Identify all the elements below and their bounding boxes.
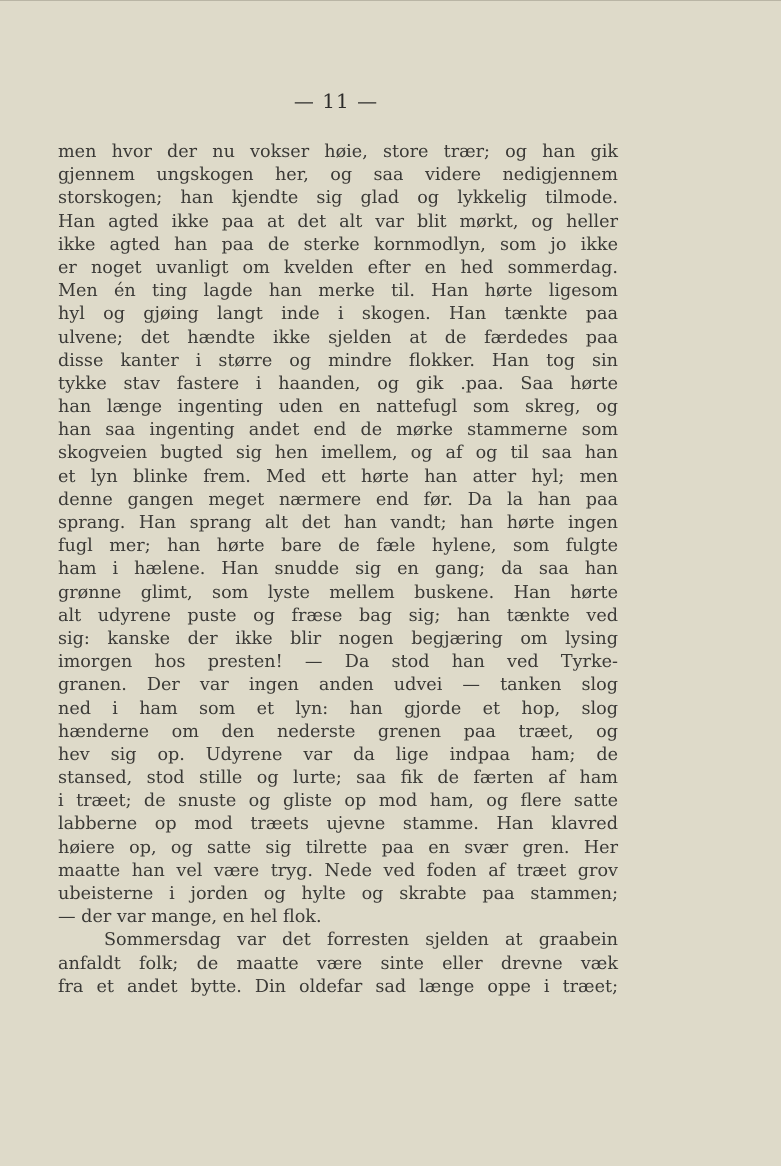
text-line: granen. Der var ingen anden udvei — tanken slog [58, 675, 618, 696]
text-line: sig: kanske der ikke blir nogen begjæring om lysing [58, 628, 618, 649]
text-line: hyl og gjøing langt inde i skogen. Han tænkte paa [58, 304, 618, 325]
text-line: ned i ham som et lyn: han gjorde et hop, slog [58, 698, 618, 719]
text-line: gjennem ungskogen her, og saa videre nedigjennem [58, 165, 618, 186]
text-line: høiere op, og satte sig tilrette paa en svær gren. Her [58, 837, 618, 858]
body-text [58, 141, 618, 999]
text-line: Sommersdag var det forresten sjelden at graabein [104, 930, 618, 951]
text-line: grønne glimt, som lyste mellem buskene. Han hørte [58, 582, 618, 603]
text-line: han saa ingenting andet end de mørke stammerne som [58, 420, 618, 441]
text-line: tykke stav fastere i haanden, og gik .paa. Saa hørte [58, 373, 618, 394]
text-line: han længe ingenting uden en nattefugl som skreg, og [58, 397, 618, 418]
text-line: i træet; de snuste og gliste op mod ham, og flere satte [58, 791, 618, 812]
text-line: hev sig op. Udyrene var da lige indpaa ham; de [58, 744, 618, 765]
text-line: alt udyrene puste og fræse bag sig; han tænkte ved [58, 605, 618, 626]
text-line: Han agted ikke paa at det alt var blit mørkt, og heller [58, 211, 618, 232]
text-line: labberne op mod træets ujevne stamme. Han klavred [58, 814, 618, 835]
text-line: Men én ting lagde han merke til. Han hørte ligesom [58, 281, 618, 302]
text-line: ham i hælene. Han snudde sig en gang; da saa han [58, 559, 618, 580]
text-line: maatte han vel være tryg. Nede ved foden af træet grov [58, 860, 618, 881]
text-line: skogveien bugted sig hen imellem, og af og til saa han [58, 443, 618, 464]
text-line: fugl mer; han hørte bare de fæle hylene, som fulgte [58, 536, 618, 557]
text-line: storskogen; han kjendte sig glad og lykkelig tilmode. [58, 188, 618, 209]
text-line: hænderne om den nederste grenen paa træet, og [58, 721, 618, 742]
text-line: fra et andet bytte. Din oldefar sad længe oppe i træet; [58, 976, 618, 997]
text-line: — der var mange, en hel flok. [58, 907, 322, 928]
text-line: et lyn blinke frem. Med ett hørte han atter hyl; men [58, 466, 618, 487]
text-line: stansed, stod stille og lurte; saa fik de færten af ham [58, 768, 618, 789]
text-line: denne gangen meget nærmere end før. Da la han paa [58, 489, 618, 510]
text-line: ulvene; det hændte ikke sjelden at de færdedes paa [58, 327, 618, 348]
page-number: — 11 — [293, 89, 379, 113]
text-line: anfaldt folk; de maatte være sinte eller drevne væk [58, 953, 618, 974]
text-line: er noget uvanligt om kvelden efter en hed sommerdag. [58, 257, 618, 278]
text-line: imorgen hos presten! — Da stod han ved Tyrke- [58, 652, 618, 673]
text-line: ikke agted han paa de sterke kornmodlyn, som jo ikke [58, 234, 618, 255]
text-line: sprang. Han sprang alt det han vandt; han hørte ingen [58, 513, 618, 533]
text-line: ubeisterne i jorden og hylte og skrabte paa stammen; [58, 884, 618, 904]
text-line: men hvor der nu vokser høie, store trær; og han gik [58, 142, 618, 162]
text-line: disse kanter i større og mindre flokker. Han tog sin [58, 350, 618, 371]
